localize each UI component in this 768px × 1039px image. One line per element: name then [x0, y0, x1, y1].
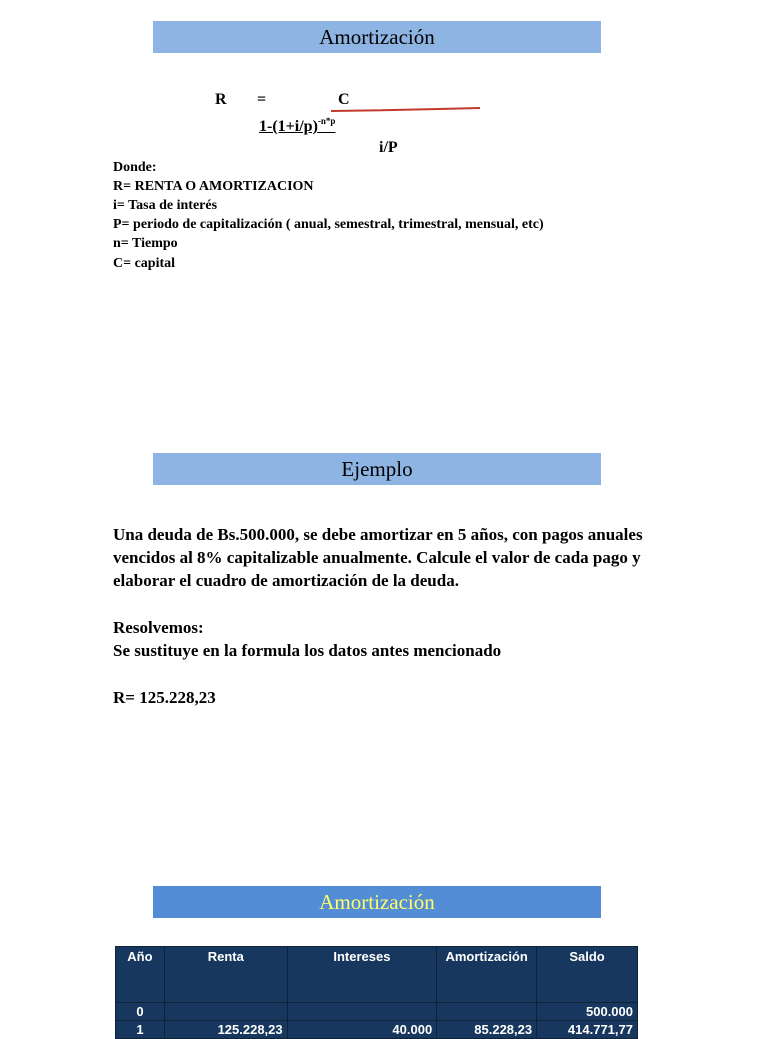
example-banner-text: Ejemplo	[341, 456, 413, 481]
formula-i-over-p: i/P	[379, 139, 398, 156]
definition-c: C= capital	[113, 256, 176, 271]
table-header-row	[116, 947, 638, 1003]
header-amortizacion: Amortización	[437, 947, 537, 1003]
cell-amortizacion: 85.228,23	[437, 1021, 537, 1039]
formula-denominator	[259, 116, 335, 136]
cell-saldo: 414.771,77	[537, 1021, 638, 1039]
definition-i: i= Tasa de interés	[113, 198, 218, 213]
cell-renta	[164, 1003, 287, 1021]
header-renta: Renta	[164, 947, 287, 1003]
formula-c: C	[338, 91, 350, 108]
example-line-2: vencidos al 8% capitalizable anualmente. Calcule el valor de cada pago y	[113, 548, 641, 567]
example-line-3: elaborar el cuadro de amortización de la deuda.	[113, 571, 459, 590]
cell-ano: 1	[116, 1021, 165, 1039]
cell-ano: 0	[116, 1003, 165, 1021]
amortization-table-banner	[153, 886, 601, 918]
formula-fraction-line	[330, 106, 482, 114]
header-intereses: Intereses	[287, 947, 437, 1003]
example-banner	[153, 453, 601, 485]
header-ano: Año	[116, 947, 165, 1003]
formula-r: R	[215, 91, 227, 108]
title-banner-text: Amortización	[319, 24, 435, 49]
cell-saldo: 500.000	[537, 1003, 638, 1021]
formula-denominator-base: 1-(1+i/p)	[259, 118, 318, 135]
amortization-table	[115, 946, 638, 1039]
resolve-text: Se sustituye en la formula los datos antes mencionado	[113, 641, 502, 660]
resolve-title: Resolvemos:	[113, 618, 204, 637]
formula-equals: =	[257, 91, 267, 108]
amortization-table-container	[115, 946, 638, 1037]
definition-n: n= Tiempo	[113, 236, 178, 251]
header-saldo: Saldo	[537, 947, 638, 1003]
amortization-table-banner-text: Amortización	[319, 889, 435, 914]
title-banner-amortizacion	[153, 21, 601, 53]
example-line-1: Una deuda de Bs.500.000, se debe amortizar en 5 años, con pagos anuales	[113, 525, 643, 544]
result-r: R= 125.228,23	[113, 688, 216, 707]
definition-p: P= periodo de capitalización ( anual, semestral, trimestral, mensual, etc)	[113, 217, 544, 232]
definition-donde: Donde:	[113, 160, 157, 175]
definition-r: R= RENTA O AMORTIZACION	[113, 179, 314, 194]
cell-intereses	[287, 1003, 437, 1021]
table-row	[116, 1021, 638, 1039]
cell-renta: 125.228,23	[164, 1021, 287, 1039]
table-row	[116, 1003, 638, 1021]
formula-exponent: -n*p	[317, 116, 336, 126]
cell-amortizacion	[437, 1003, 537, 1021]
cell-intereses: 40.000	[287, 1021, 437, 1039]
